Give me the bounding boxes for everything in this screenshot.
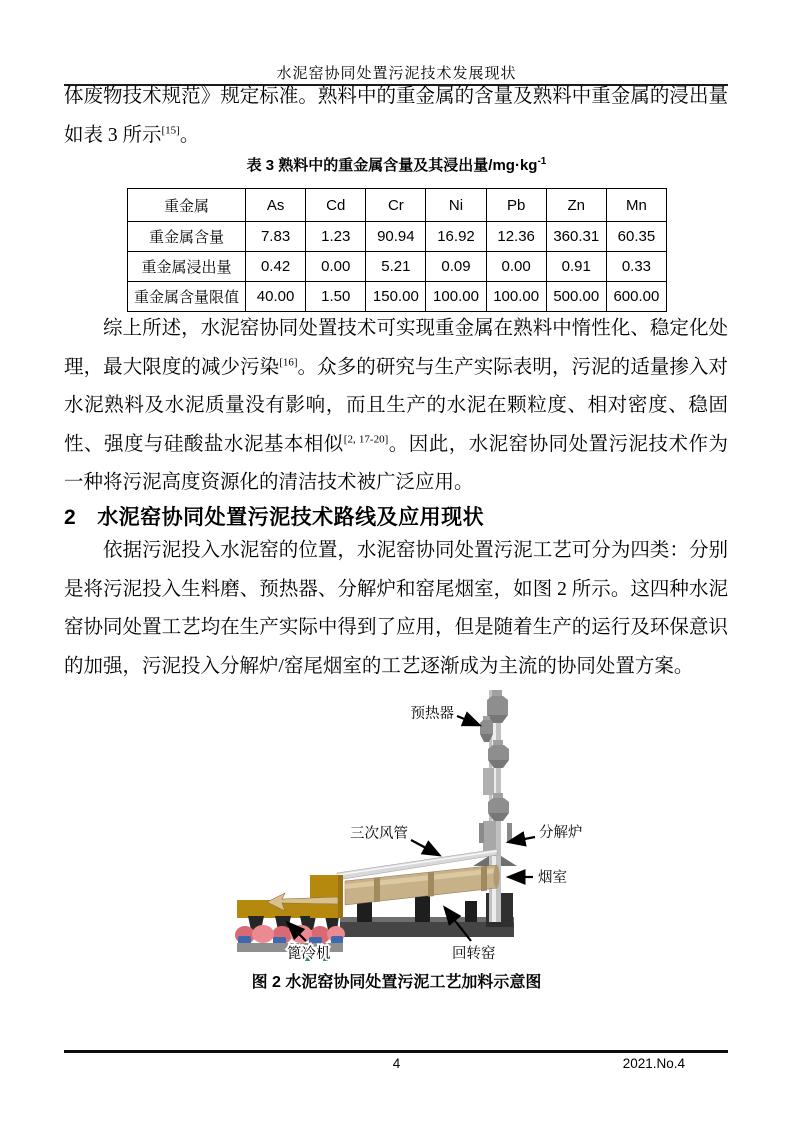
text-run: 。因此，水泥窑协同处置污泥技术作为一种将污泥高度资源化的清洁技术被广泛应用。 <box>64 433 728 494</box>
section-heading <box>64 501 728 531</box>
table-cell: 60.35 <box>606 222 666 252</box>
paragraph-2 <box>64 310 728 503</box>
text-run: 。 <box>179 124 200 146</box>
table-header-cell: Cd <box>306 189 366 222</box>
table-header-cell: As <box>246 189 306 222</box>
grate-cooler-label: 篦冷机 <box>287 946 331 962</box>
table-cell: 500.00 <box>546 282 606 312</box>
table-cell: 0.33 <box>606 252 666 282</box>
table-body <box>128 222 667 312</box>
kiln-pillar <box>415 896 430 922</box>
table-header-row <box>128 189 667 222</box>
tertiary-air-duct-label: 三次风管 <box>350 826 408 842</box>
page-number: 4 <box>392 1056 401 1071</box>
clinker-metals-table <box>127 188 667 312</box>
text-run: 。众多的研究与生产实际表明，污泥的适量掺入对水泥熟料及水泥质量没有影响，而且生产的水泥在颗粒度、相对密度、稳固性、强度与硅酸盐水泥基本相似 <box>64 356 728 455</box>
text-run: 综上所述，水泥窑协同处置技术可实现重金属在熟料中惰性化、稳定化处理，最大限度的减少污染 <box>64 318 728 378</box>
table-header-cell: Zn <box>546 189 606 222</box>
table-row <box>128 189 667 222</box>
table-cell: 0.42 <box>246 252 306 282</box>
table-cell: 0.91 <box>546 252 606 282</box>
table-row <box>128 252 667 282</box>
calciner-tab <box>479 823 484 843</box>
table-header-cell: Ni <box>426 189 486 222</box>
table-row <box>128 222 667 252</box>
kiln-pillar <box>465 901 477 922</box>
table-cell: 7.83 <box>246 222 306 252</box>
table-cell: 1.23 <box>306 222 366 252</box>
paragraph-1 <box>64 78 728 155</box>
citation-superscript: [2, 17-20] <box>343 433 389 446</box>
table-cell: 16.92 <box>426 222 486 252</box>
calciner-label: 分解炉 <box>539 825 583 841</box>
table-cell: 600.00 <box>606 282 666 312</box>
table-row <box>128 282 667 312</box>
calciner-tab <box>507 823 512 843</box>
table-cell: 360.31 <box>546 222 606 252</box>
table-header-cell: Mn <box>606 189 666 222</box>
running-header: 水泥窑协同处置污泥技术发展现状 <box>276 66 517 82</box>
tower-slab <box>483 768 494 795</box>
figure-caption: 图 2 水泥窑协同处置污泥工艺加料示意图 <box>251 974 542 991</box>
preheater-label: 预热器 <box>410 706 454 722</box>
table-cell: 90.94 <box>366 222 426 252</box>
table-cell: 1.50 <box>306 282 366 312</box>
calciner-arrow <box>509 837 535 842</box>
preheater-arrow <box>457 716 479 725</box>
table-cell: 100.00 <box>486 282 546 312</box>
table-cell: 150.00 <box>366 282 426 312</box>
section-title: 水泥窑协同处置污泥技术路线及应用现状 <box>97 506 485 529</box>
table-cell: 12.36 <box>486 222 546 252</box>
table-cell: 5.21 <box>366 252 426 282</box>
issue-label: 2021.No.4 <box>622 1056 685 1071</box>
table-cell: 0.00 <box>486 252 546 282</box>
figure-diagram-cement-kiln <box>225 690 625 975</box>
table-header-cell: Pb <box>486 189 546 222</box>
table-cell: 重金属浸出量 <box>128 252 246 282</box>
table-cell: 0.00 <box>306 252 366 282</box>
smoke-chamber-label: 烟室 <box>538 870 567 886</box>
table-caption: 表 3 熟料中的重金属含量及其浸出量$/mg\cdot kg^{-1}$ <box>246 156 547 174</box>
citation-superscript: [15] <box>161 124 180 137</box>
table-header-cell: Cr <box>366 189 426 222</box>
kiln-hood-shade <box>338 875 343 918</box>
table-cell: 100.00 <box>426 282 486 312</box>
rotary-kiln-label: 回转窑 <box>452 946 496 962</box>
text-run: 体废物技术规范》规定标准。熟料中的重金属的含量及熟料中重金属的浸出量如表 3 所示 <box>64 86 728 146</box>
table-header-cell: 重金属 <box>128 189 246 222</box>
table-cell: 重金属含量 <box>128 222 246 252</box>
section-number: 2 <box>64 506 77 529</box>
kiln-pillar <box>357 902 372 922</box>
paragraph-3 <box>64 532 728 686</box>
text-run: 依据污泥投入水泥窑的位置，水泥窑协同处置污泥工艺可分为四类：分别是将污泥投入生料磨、预热器、分解炉和窑尾烟室，如图 2 所示。这四种水泥窑协同处置工艺均在生产实际中得到了应用，但是随着生产的运行及环保意识的加强，污泥投入分解炉/窑尾烟室的工艺逐渐成为主流的协同处置方案。 <box>64 540 728 677</box>
tertiary-air-duct-arrow <box>411 840 439 855</box>
table-cell: 重金属含量限值 <box>128 282 246 312</box>
table-cell: 0.09 <box>426 252 486 282</box>
skirt-wing <box>501 856 517 866</box>
table-cell: 40.00 <box>246 282 306 312</box>
footer-rule <box>64 1050 728 1053</box>
citation-superscript: [16] <box>279 356 298 369</box>
